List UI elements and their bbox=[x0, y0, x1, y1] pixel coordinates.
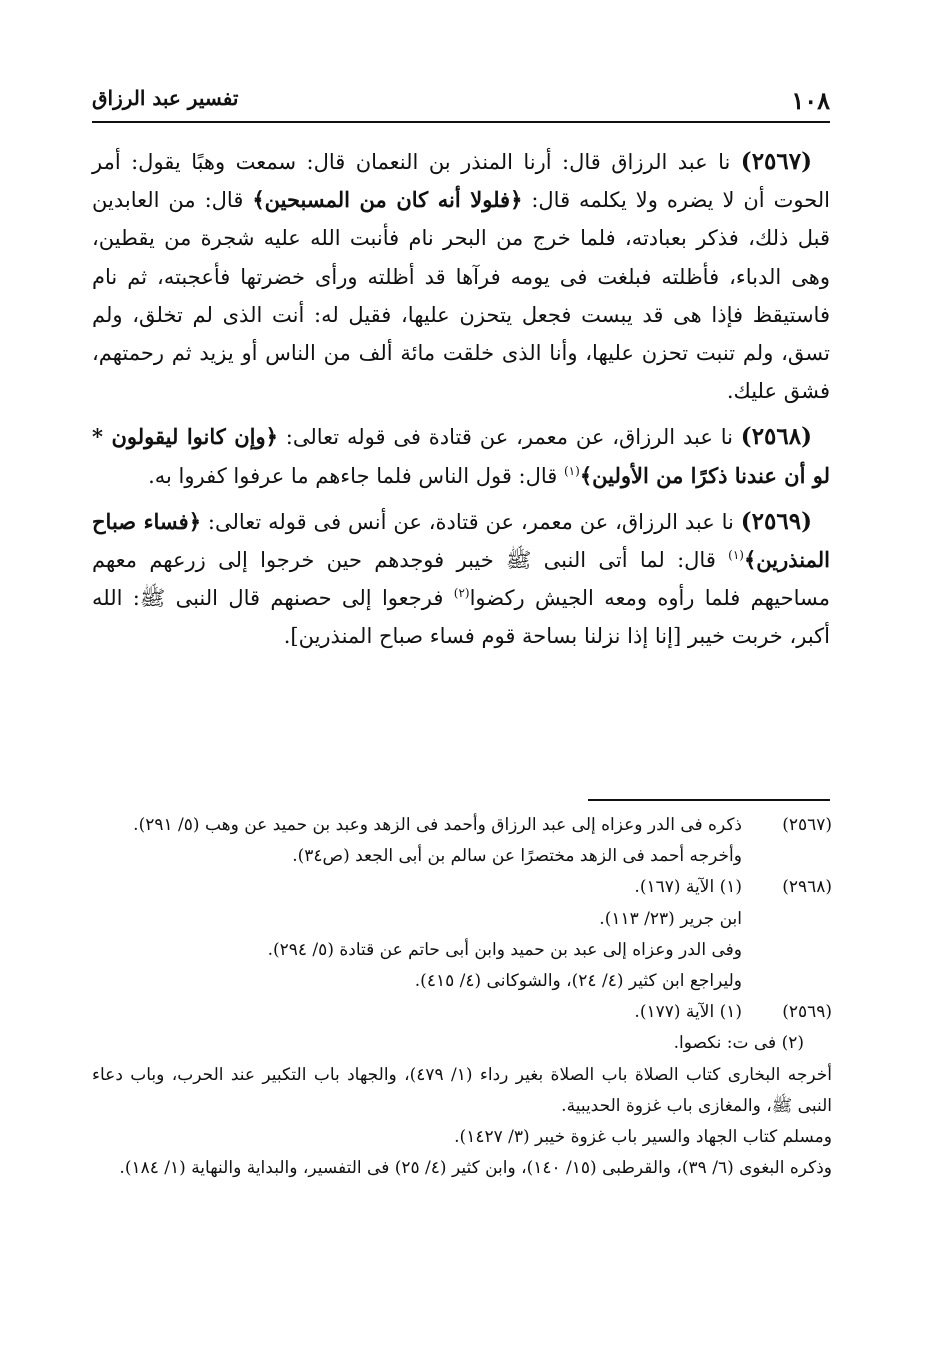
entry-text: قال: قول الناس فلما جاءهم ما عرفوا كفروا به. bbox=[148, 463, 564, 488]
footnote-text: وذكره البغوى (٦/ ٣٩)، والقرطبى (١٥/ ١٤٠)، وابن كثير (٤/ ٢٥) فى التفسير، والبداية والنهاية (١/ ١٨٤). bbox=[119, 1158, 832, 1179]
main-text bbox=[92, 143, 830, 664]
footnote-row bbox=[92, 841, 832, 872]
footnote-row bbox=[92, 1122, 832, 1153]
footnote-text: (٢) فى ت: نكصوا. bbox=[673, 1033, 804, 1054]
footnote-row bbox=[92, 872, 832, 903]
entry-text: فرجعوا إلى حصنهم قال النبى ﷺ: الله أكبر، خربت خيبر [إنا إذا نزلنا بساحة قوم فساء صباح المنذرين]. bbox=[92, 586, 830, 649]
header-rule bbox=[92, 121, 830, 123]
entry-text: قال: لما أتى النبى ﷺ خيبر فوجدهم حين خرجوا إلى زرعهم معهم مساحيهم فلما رأوه ومعه الجيش ركضوا bbox=[92, 548, 831, 611]
footnote-text: وفى الدر وعزاه إلى عبد بن حميد وابن أبى حاتم عن قتادة (٥/ ٢٩٤). bbox=[267, 939, 742, 960]
footnote-text: ذكره فى الدر وعزاه إلى عبد الرزاق وأحمد فى الزهد وعبد بن حميد عن وهب (٥/ ٢٩١). bbox=[133, 815, 742, 835]
footnote-text: وأخرجه أحمد فى الزهد مختصرًا عن سالم بن أبى الجعد (ص٣٤). bbox=[292, 846, 742, 867]
footnote-text: وليراجع ابن كثير (٤/ ٢٤)، والشوكانى (٤/ ٤١٥). bbox=[414, 971, 742, 992]
entry-text: قال: من العابدين قبل ذلك، فذكر بعبادته، فلما خرج من البحر نام فأنبت الله عليه شجرة من يقطين، وهى الدباء، فأظلته فبلغت فى يومه فرآها قد أظلته ورأى خضرتها فأعجبته، ثم نام فاستيقظ فإذا هى قد يبست فجعل يتحزن عليها، فقيل له: أنت الذى لم تخلق، ولم تسق، ولم تنبت تحزن عليها، وأنا الذى خلقت مائة ألف من الناس أو يزيد ثم رحمتهم، فشق عليك. bbox=[92, 188, 830, 404]
quran-quote: ﴿فلولا أنه كان من المسبحين﴾ bbox=[252, 187, 523, 213]
footnote-text: (١) الآية (١٦٧). bbox=[634, 877, 742, 898]
footnote-text: ابن جرير (٢٣/ ١١٣). bbox=[599, 908, 742, 929]
footnote-label: (٢٩٦٨) bbox=[782, 877, 832, 898]
entry-text: نا عبد الرزاق، عن معمر، عن قتادة، عن أنس فى قوله تعالى: bbox=[201, 509, 741, 534]
entry-number: (٢٥٦٨) bbox=[740, 423, 812, 451]
entry-2569 bbox=[92, 503, 830, 656]
entry-2567 bbox=[92, 143, 830, 410]
quran-quote: ﴿وإن كانوا ليقولون * لو أن عندنا ذكرًا من الأولين﴾ bbox=[92, 424, 830, 488]
entry-number: (٢٥٦٧) bbox=[740, 148, 812, 175]
footnote-mark: (١) bbox=[728, 548, 744, 563]
footnotes bbox=[92, 810, 832, 1184]
entry-text: نا عبد الرزاق، عن معمر، عن قتادة فى قوله تعالى: bbox=[277, 425, 741, 450]
footnote-row bbox=[92, 1028, 832, 1059]
entry-2568 bbox=[92, 418, 830, 494]
running-head bbox=[92, 86, 830, 116]
entry-number: (٢٥٦٩) bbox=[740, 507, 812, 535]
footnote-row bbox=[92, 935, 832, 966]
footnote-row bbox=[92, 904, 832, 935]
footnote-text: أخرجه البخارى كتاب الصلاة باب الصلاة بغير رداء (١/ ٤٧٩)، والجهاد باب التكبير عند الحرب، وباب دعاء النبى ﷺ، والمغازى باب غزوة الحديبية. bbox=[92, 1064, 832, 1116]
book-title: تفسير عبد الرزاق bbox=[92, 86, 239, 110]
footnote-row bbox=[92, 997, 832, 1028]
quran-quote: ﴿فساء صباح المنذرين﴾ bbox=[92, 508, 830, 573]
footnote-label: (٢٥٦٩) bbox=[782, 1002, 832, 1023]
footnote-row bbox=[92, 810, 832, 841]
footnote-row bbox=[92, 1060, 832, 1122]
entry-text: نا عبد الرزاق قال: أرنا المنذر بن النعمان قال: سمعت وهبًا يقول: أمر الحوت أن لا يضره ولا يكلمه قال: bbox=[92, 150, 830, 213]
footnote-separator bbox=[588, 799, 830, 801]
footnote-mark: (٢) bbox=[453, 586, 470, 601]
footnote-text: (١) الآية (١٧٧). bbox=[634, 1002, 742, 1023]
footnote-label: (٢٥٦٧) bbox=[782, 815, 832, 835]
footnote-mark: (١) bbox=[563, 463, 580, 478]
page-number: ١٠٨ bbox=[791, 86, 830, 115]
footnote-row bbox=[92, 966, 832, 997]
footnote-text: ومسلم كتاب الجهاد والسير باب غزوة خيبر (٣/ ١٤٢٧). bbox=[454, 1127, 832, 1148]
footnote-row bbox=[92, 1153, 832, 1184]
